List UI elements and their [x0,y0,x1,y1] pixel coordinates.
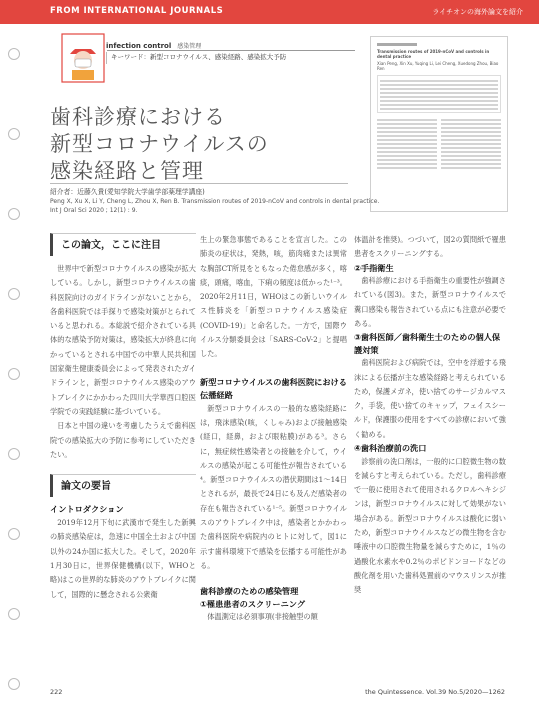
title-line: 感染経路と管理 [50,159,204,183]
subheading: ②手指衛生 [354,262,394,273]
body-text: 歯科診療における手指衛生の重要性が強調されている(図3)。また，新型コロナウイルスで糞口感染も報告されている点にも注意が必要である。 [354,276,506,328]
thumb-authors: Xian Peng, Xin Xu, Yuqing Li, Lei Cheng, Xuedong Zhou, Biao Ren [377,61,499,71]
article-title [50,104,269,185]
body-text: 生上の緊急事態であることを宣言した。この肺炎の症状は，発熱，咳，筋肉痛または異常な胸部CT所見をともなった倦怠感が多く，喀痰，頭痛，喀血，下痢の頻度は低かった¹⁻³。2020年2月11日，WHOはこの新しいウイルス性肺炎を「新型コロナウイルス感染症(COVID-19)」と命名した。一方で，国際ウイルス分類委員会は「SARS-CoV-2」と提唱した。 [200,235,347,359]
paper-thumbnail [370,36,508,212]
body-text: 体温計を推奨)。つづいて，図2の質問紙で罹患患者をスクリーニングする。 [354,235,506,259]
citation: Peng X, Xu X, Li Y, Cheng L, Zhou X, Ren B. Transmission routes of 2019-nCoV and controls in dental practice. [50,198,380,205]
body-text: 体温測定は必須事項(非接触型の額 [207,612,318,622]
keywords: キーワード：新型コロナウイルス、感染経路、感染拡大予防 [106,52,354,64]
body-text: 世界中で新型コロナウイルスの感染が拡大している。しかし，新型コロナウイルスの歯科医院向けのガイドラインがないことから，各歯科医院では手探りで感染対策がとられていると思われる。本総説で紹介されている具体的な感染予防対策は，感染拡大が終息に向かっているとされる中国での中華人民共和国国家衛生健康委員会によって発表されたガイドラインと，新型コロナウイルス感染のアウトブレイクにかかわった四川大学華西口腔医学院での実践経験に基づいている。 日本と中国の違いを考慮したうえで歯科医院での感染拡大の予防に参考にしていただきたい。 [50,264,196,459]
binder-hole [8,448,20,460]
body-text: 診察前の洗口剤は，一般的に口腔微生物の数を減らすと考えられている。ただし，歯科診療で一般に使用されて使用されるクロルヘキシジンは，新型コロナウイルスに対して効果がない場合がある。新型コロナウイルスは酸化に弱いため，新型コロナウイルスなどの微生物を含む唾液中の口腔微生物量を減らすために，1％の過酸化水素水や0.2％のポビドンヨードなどの酸化剤を用いた歯科処置前のマウスリンスが推奨 [354,456,506,595]
thumb-abstract [377,75,501,113]
section-heading: 論文の要旨 [50,474,196,497]
series-subtitle: ライチオンの海外論文を紹介 [432,8,523,16]
body-text: 新型コロナウイルスの一般的な感染経路には，飛沫感染(咳，くしゃみ)および接触感染(経口，経鼻，および眼粘膜)がある³。さらに，無症候性感染者との接触を介して，ウイルスの感染が起こる可能性が報告されている⁴。新型コロナウイルスの潜伏期間は1〜14日とされるが，最長で24日にも及んだ感染者の存在も報告されている¹⁻⁵。新型コロナウイルスのアウトブレイク中は，感染者とかかわった歯科医院や病院内のヒトに対して，図1に示す歯科環境下で感染を伝播する可能性がある。 [200,403,347,570]
journal-ref: Int J Oral Sci 2020 ; 12(1) : 9. [50,207,138,214]
divider [50,183,348,184]
column-1 [50,233,196,602]
introducer: 紹介者：近藤久貴(愛知学院大学歯学部薬理学講座) [50,188,205,196]
column-2 [200,233,347,625]
introducer-block [50,188,379,215]
binder-hole [8,288,20,300]
section-heading: この論文，ここに注目 [50,233,196,256]
subheading: ④歯科治療前の洗口 [354,443,427,454]
category-en: infection control [106,42,172,50]
subheading: ①罹患患者のスクリーニング [200,598,306,609]
binder-hole [8,678,20,690]
header-bar [0,0,539,24]
infection-control-icon [60,32,106,84]
binder-hole [8,208,20,220]
category-jp: 感染管理 [177,43,202,50]
body-text: 2019年12月下旬に武漢市で発生した新興の肺炎感染症は，急速に中国全土および中国以外の24か国に拡大した。そして，2020年1月30日に，世界保健機構(以下，WHOと略)はこの世界的な肺炎のアウトブレイクに関して，国際的に懸念される公衆衛 [50,518,196,599]
thumb-columns [377,117,501,169]
category-tag [106,41,201,50]
title-line: 歯科診療における [50,105,226,129]
subheading: 新型コロナウイルスの歯科医院における伝播経路 [200,376,347,400]
subheading: イントロダクション [50,504,124,515]
column-3 [354,233,506,598]
thumb-title: Transmission routes of 2019-nCoV and controls in dental practice [377,49,490,59]
binder-holes [8,48,22,688]
binder-hole [8,368,20,380]
subheading: 歯科診療のための感染管理 [200,586,299,597]
journal-logo [377,43,417,46]
page-number: 222 [50,688,63,696]
title-line: 新型コロナウイルスの [50,132,269,156]
binder-hole [8,608,20,620]
binder-hole [8,128,20,140]
body-text: 歯科医院および病院では，空中を浮遊する飛沫による伝播が主な感染経路と考えられているため，保護メガネ，使い捨てのサージカルマスク，手袋，使い捨てのキャップ，フェイスシールド，保護服の使用をすべての診療において強く勧める。 [354,358,506,439]
series-title: FROM INTERNATIONAL JOURNALS [50,6,224,16]
binder-hole [8,48,20,60]
journal-footer: the Quintessence. Vol.39 No.5/2020—1262 [365,688,505,696]
binder-hole [8,528,20,540]
subheading: ③歯科医師／歯科衛生士のための個人保護対策 [354,332,501,355]
